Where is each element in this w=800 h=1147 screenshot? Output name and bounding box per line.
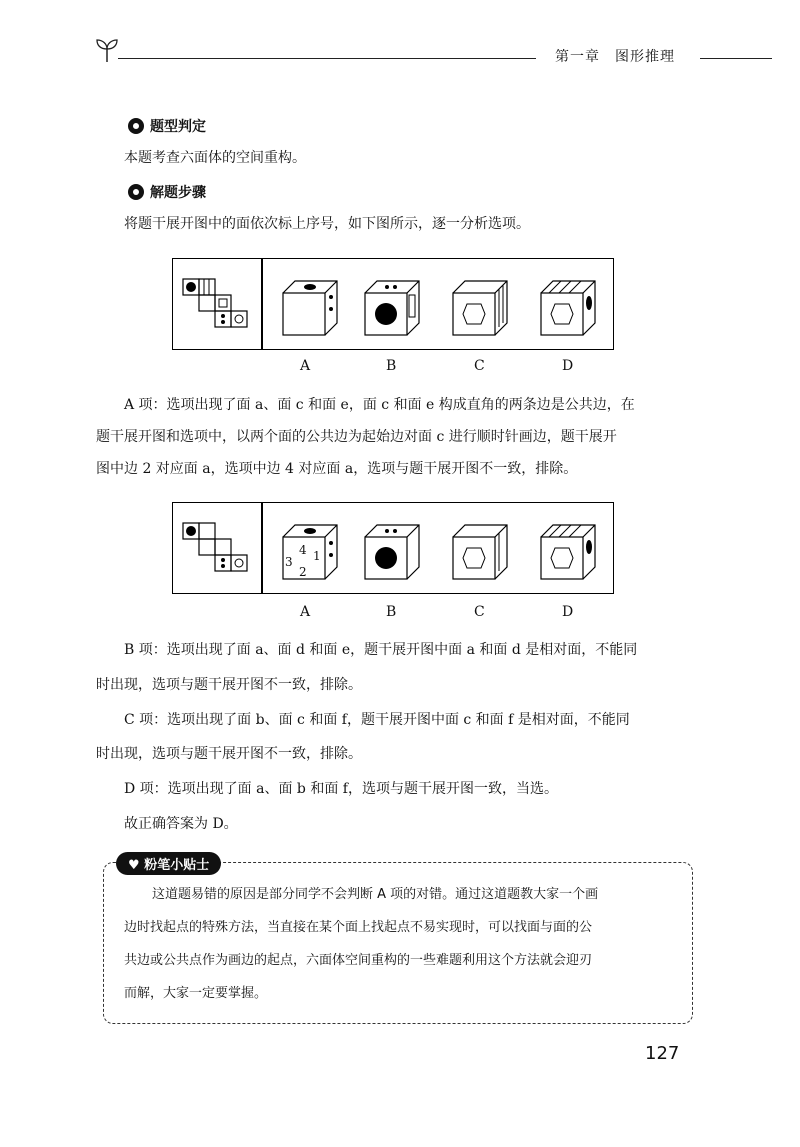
- paragraph-c-line2: 时出现，选项与题干展开图不一致，排除。: [96, 746, 362, 762]
- paragraph-a-line2: 题干展开图和选项中，以两个面的公共边为起始边对面 c 进行顺时针画边，题干展开: [96, 429, 617, 445]
- paragraph-b-line2: 时出现，选项与题干展开图不一致，排除。: [96, 677, 362, 693]
- option-label-c: C: [474, 358, 485, 374]
- section-title: 解题步骤: [150, 185, 206, 201]
- option-label-d: D: [562, 358, 574, 374]
- option-label-a: A: [300, 604, 311, 620]
- option-label-b: B: [386, 604, 397, 620]
- figure-divider: [261, 503, 263, 593]
- tips-line2: 边时找起点的特殊方法，当直接在某个面上找起点不易实现时，可以找面与面的公: [124, 920, 593, 935]
- section-title: 题型判定: [150, 119, 206, 135]
- paragraph-a-line3: 图中边 2 对应面 a，选项中边 4 对应面 a，选项与题干展开图不一致，排除。: [96, 461, 578, 477]
- tips-title-pill: [116, 852, 221, 875]
- figure-divider: [261, 259, 263, 349]
- paragraph-b-line1: B 项：选项出现了面 a、面 d 和面 e，题干展开图中面 a 和面 d 是相对面，不能同: [124, 642, 638, 658]
- figure-drawing-numbered: [173, 503, 613, 593]
- gear-icon: [128, 118, 144, 134]
- tips-line3: 共边或公共点作为画边的起点，六面体空间重构的一些难题利用这个方法就会迎刃: [124, 953, 593, 968]
- figure-net-options-1: [172, 258, 614, 350]
- paragraph-d-line1: D 项：选项出现了面 a、面 b 和面 f，选项与题干展开图一致，当选。: [124, 781, 558, 797]
- page-number: 127: [645, 1043, 680, 1064]
- option-label-d: D: [562, 604, 574, 620]
- tips-title: 粉笔小贴士: [144, 858, 210, 873]
- option-label-c: C: [474, 604, 485, 620]
- section-heading-steps: [128, 182, 206, 202]
- option-label-a: A: [300, 358, 311, 374]
- pencil-icon: [128, 184, 144, 200]
- sprout-icon: [94, 36, 120, 64]
- section-text: 将题干展开图中的面依次标上序号，如下图所示，逐一分析选项。: [124, 216, 530, 232]
- section-text: 本题考查六面体的空间重构。: [124, 150, 306, 166]
- figure-drawing: [173, 259, 613, 349]
- header-rule-right: [700, 58, 772, 59]
- edge-number-3: 3: [285, 555, 293, 569]
- edge-number-2: 2: [299, 565, 307, 579]
- option-label-b: B: [386, 358, 397, 374]
- figure-net-options-2: [172, 502, 614, 594]
- paragraph-a-line1: A 项：选项出现了面 a、面 c 和面 e，面 c 和面 e 构成直角的两条边是公共边，在: [124, 397, 635, 413]
- chapter-title: 第一章 图形推理: [555, 49, 675, 65]
- tips-line1: 这道题易错的原因是部分同学不会判断 A 项的对错。通过这道题教大家一个画: [152, 887, 599, 902]
- section-heading-type: [128, 116, 206, 136]
- paragraph-c-line1: C 项：选项出现了面 b、面 c 和面 f，题干展开图中面 c 和面 f 是相对面，不能同: [124, 712, 630, 728]
- edge-number-1: 1: [313, 549, 321, 563]
- tips-line4: 而解，大家一定要掌握。: [124, 986, 268, 1001]
- header-rule-left: [118, 58, 536, 59]
- sprout-icon: ♥: [128, 858, 145, 873]
- conclusion: 故正确答案为 D。: [124, 816, 238, 832]
- edge-number-4: 4: [299, 543, 307, 557]
